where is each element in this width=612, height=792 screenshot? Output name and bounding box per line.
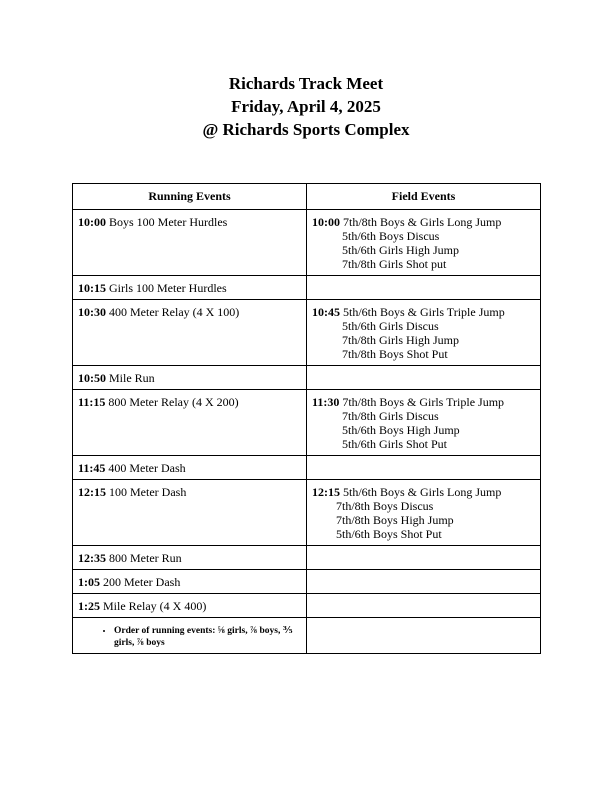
table-row	[73, 570, 541, 594]
table-row	[73, 276, 541, 300]
running-event-cell	[73, 300, 307, 366]
field-event-line	[312, 409, 535, 423]
field-event-name: 7th/8th Boys High Jump	[336, 513, 454, 527]
field-event-cell	[307, 210, 541, 276]
field-event-name: 7th/8th Boys Discus	[336, 499, 434, 513]
field-event-line	[312, 257, 535, 271]
running-event-time: 12:35	[78, 551, 106, 565]
running-event-time: 10:30	[78, 305, 106, 319]
table-row	[73, 366, 541, 390]
field-event-line	[312, 513, 535, 527]
field-event-name: 5th/6th Girls Shot Put	[342, 437, 448, 451]
field-event-cell	[307, 546, 541, 570]
table-row	[73, 456, 541, 480]
field-event-line	[312, 423, 535, 437]
field-event-cell	[307, 594, 541, 618]
field-event-time: 10:00	[312, 215, 340, 229]
running-event-name: 100 Meter Dash	[109, 485, 187, 499]
schedule-body	[73, 210, 541, 654]
field-event-line	[312, 395, 535, 409]
running-event-time: 1:05	[78, 575, 100, 589]
field-event-line	[312, 319, 535, 333]
field-event-name: 5th/6th Boys Shot Put	[336, 527, 442, 541]
field-event-name: 7th/8th Girls Discus	[342, 409, 439, 423]
running-event-cell	[73, 546, 307, 570]
field-event-name: 5th/6th Boys High Jump	[342, 423, 460, 437]
running-event-name: 400 Meter Relay (4 X 100)	[109, 305, 240, 319]
running-event-time: 11:45	[78, 461, 106, 475]
field-event-line	[312, 243, 535, 257]
table-row	[73, 546, 541, 570]
field-event-line	[312, 333, 535, 347]
field-event-name: 7th/8th Boys Shot Put	[342, 347, 448, 361]
field-event-name: 7th/8th Girls High Jump	[342, 333, 460, 347]
note-row	[73, 618, 541, 654]
field-event-line	[312, 229, 535, 243]
field-event-line	[312, 305, 535, 319]
running-event-name: 800 Meter Run	[109, 551, 182, 565]
note-cell	[73, 618, 307, 654]
field-event-line	[312, 347, 535, 361]
running-events-header: Running Events	[73, 184, 307, 210]
field-event-cell	[307, 390, 541, 456]
running-event-name: 800 Meter Relay (4 X 200)	[108, 395, 239, 409]
meet-date: Friday, April 4, 2025	[231, 97, 381, 116]
meet-title: Richards Track Meet	[228, 74, 384, 93]
meet-location: @ Richards Sports Complex	[202, 120, 410, 139]
document-header	[0, 72, 612, 141]
field-event-line	[312, 437, 535, 451]
field-event-time: 11:30	[312, 395, 340, 409]
field-event-line	[312, 527, 535, 541]
running-event-time: 10:00	[78, 215, 106, 229]
field-event-name: 7th/8th Girls Shot put	[342, 257, 447, 271]
table-row	[73, 210, 541, 276]
field-event-time: 10:45	[312, 305, 340, 319]
running-event-name: 200 Meter Dash	[103, 575, 181, 589]
running-event-cell	[73, 570, 307, 594]
running-event-time: 10:15	[78, 281, 106, 295]
running-event-cell	[73, 480, 307, 546]
field-event-line	[312, 485, 535, 499]
table-row	[73, 300, 541, 366]
field-event-name: 5th/6th Girls High Jump	[342, 243, 460, 257]
table-row	[73, 594, 541, 618]
field-events-header: Field Events	[307, 184, 541, 210]
field-event-cell	[307, 300, 541, 366]
running-event-time: 10:50	[78, 371, 106, 385]
field-event-cell	[307, 456, 541, 480]
running-event-name: Girls 100 Meter Hurdles	[109, 281, 227, 295]
running-event-time: 11:15	[78, 395, 106, 409]
running-event-cell	[73, 210, 307, 276]
field-event-line	[312, 499, 535, 513]
field-event-cell	[307, 276, 541, 300]
field-event-name: 5th/6th Girls Discus	[342, 319, 439, 333]
running-event-cell	[73, 456, 307, 480]
field-event-name: 5th/6th Boys & Girls Triple Jump	[343, 305, 505, 319]
running-event-name: Mile Relay (4 X 400)	[103, 599, 207, 613]
field-event-line	[312, 215, 535, 229]
field-event-cell	[307, 570, 541, 594]
note-empty-cell	[307, 618, 541, 654]
schedule-table	[72, 183, 541, 654]
running-event-name: Boys 100 Meter Hurdles	[109, 215, 228, 229]
table-row	[73, 390, 541, 456]
running-event-cell	[73, 594, 307, 618]
field-event-name: 7th/8th Boys & Girls Triple Jump	[342, 395, 505, 409]
running-event-time: 12:15	[78, 485, 106, 499]
field-event-cell	[307, 480, 541, 546]
table-header-row	[73, 184, 541, 210]
field-event-name: 5th/6th Boys & Girls Long Jump	[343, 485, 502, 499]
field-event-name: 5th/6th Boys Discus	[342, 229, 440, 243]
running-event-time: 1:25	[78, 599, 100, 613]
field-event-time: 12:15	[312, 485, 340, 499]
running-event-cell	[73, 366, 307, 390]
running-event-cell	[73, 276, 307, 300]
field-event-name: 7th/8th Boys & Girls Long Jump	[343, 215, 502, 229]
running-event-name: 400 Meter Dash	[108, 461, 186, 475]
field-event-cell	[307, 366, 541, 390]
running-event-cell	[73, 390, 307, 456]
running-event-name: Mile Run	[109, 371, 155, 385]
running-order-note: • Order of running events: ⅝ girls, ⅞ boys, ⅗ girls, ⅞ boys	[114, 625, 301, 649]
table-row	[73, 480, 541, 546]
